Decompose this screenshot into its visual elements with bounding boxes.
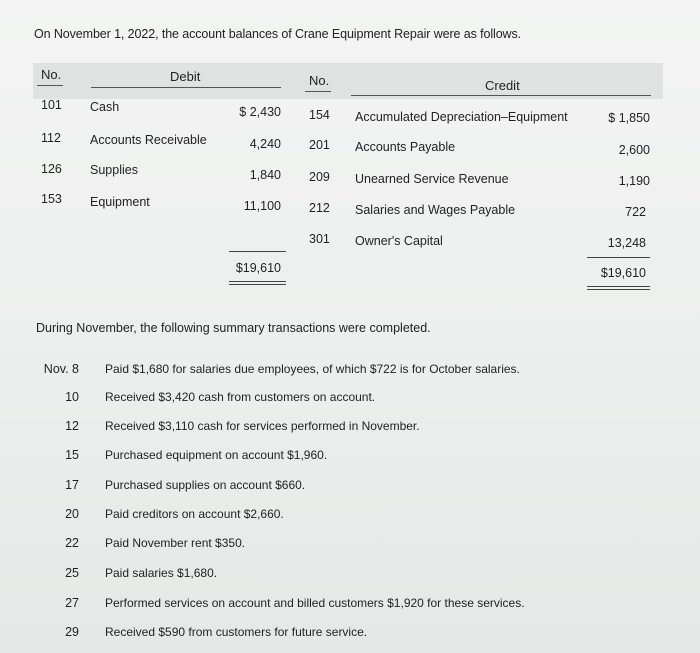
transaction-text: Paid November rent $350. bbox=[105, 536, 246, 550]
account-number: 112 bbox=[41, 131, 61, 145]
account-number: 101 bbox=[41, 98, 62, 112]
account-balances-table bbox=[33, 63, 663, 297]
transaction-text: Received $3,110 cash for services performed in November. bbox=[105, 419, 420, 433]
account-number: 153 bbox=[41, 192, 62, 206]
transaction-text: Received $590 from customers for future service. bbox=[105, 625, 368, 639]
intro-text: On November 1, 2022, the account balances of Crane Equipment Repair were as follows. bbox=[34, 27, 522, 41]
transaction-text: Received $3,420 cash from customers on account. bbox=[105, 390, 376, 404]
account-number: 212 bbox=[309, 201, 330, 215]
amount: 2,600 bbox=[618, 143, 650, 157]
header-underline bbox=[37, 85, 63, 86]
account-name: Accounts Receivable bbox=[90, 133, 207, 147]
amount: 13,248 bbox=[607, 236, 646, 250]
amount: $ 2,430 bbox=[239, 105, 281, 119]
transaction-date: 17 bbox=[65, 478, 79, 492]
transaction-row bbox=[0, 596, 700, 620]
transaction-row bbox=[0, 536, 700, 560]
transaction-date: 27 bbox=[65, 596, 79, 610]
transaction-row bbox=[0, 566, 700, 590]
amount: 1,190 bbox=[618, 174, 650, 188]
transaction-text: Paid salaries $1,680. bbox=[105, 566, 218, 580]
transaction-row bbox=[0, 507, 700, 531]
transaction-row bbox=[0, 362, 700, 386]
transaction-row bbox=[0, 478, 700, 502]
total-rule bbox=[587, 257, 650, 258]
header-underline bbox=[91, 87, 281, 88]
transaction-date: 22 bbox=[65, 536, 79, 550]
total-double-rule bbox=[587, 289, 650, 290]
account-number: 209 bbox=[309, 170, 330, 184]
transaction-row bbox=[0, 448, 700, 472]
account-number: 201 bbox=[309, 138, 330, 152]
account-number: 126 bbox=[41, 162, 62, 176]
transaction-text: Purchased supplies on account $660. bbox=[105, 478, 306, 492]
amount: 4,240 bbox=[249, 137, 281, 151]
account-number: 154 bbox=[309, 108, 330, 122]
account-name: Accumulated Depreciation–Equipment bbox=[355, 110, 568, 124]
header-debit: Debit bbox=[170, 69, 201, 84]
account-name: Cash bbox=[90, 100, 120, 114]
transaction-row bbox=[0, 390, 700, 414]
transaction-date: 25 bbox=[65, 566, 79, 580]
header-credit: Credit bbox=[485, 78, 520, 93]
transaction-date: 29 bbox=[65, 625, 79, 639]
account-name: Owner's Capital bbox=[355, 234, 443, 248]
table-header bbox=[33, 63, 663, 99]
total-double-rule bbox=[587, 286, 650, 287]
transaction-date: Nov. 8 bbox=[43, 362, 79, 376]
header-underline bbox=[351, 95, 651, 96]
transaction-row bbox=[0, 625, 700, 649]
header-no-right: No. bbox=[309, 73, 330, 88]
transaction-date: 10 bbox=[65, 390, 79, 404]
account-name: Equipment bbox=[90, 195, 150, 209]
transaction-row bbox=[0, 419, 700, 443]
account-number: 301 bbox=[309, 232, 330, 246]
account-name: Accounts Payable bbox=[355, 140, 456, 154]
credit-total: $19,610 bbox=[600, 266, 646, 280]
header-underline bbox=[305, 91, 331, 92]
account-name: Unearned Service Revenue bbox=[355, 172, 509, 186]
transaction-date: 12 bbox=[65, 419, 79, 433]
transaction-text: Paid creditors on account $2,660. bbox=[105, 507, 284, 521]
transaction-text: Performed services on account and billed customers $1,920 for these services. bbox=[105, 596, 525, 610]
account-name: Supplies bbox=[90, 163, 138, 177]
total-rule bbox=[229, 251, 286, 252]
header-no-left: No. bbox=[41, 67, 62, 82]
amount: 1,840 bbox=[249, 168, 281, 182]
total-double-rule bbox=[229, 281, 286, 282]
amount: $ 1,850 bbox=[608, 111, 650, 125]
transaction-date: 15 bbox=[65, 448, 79, 462]
transaction-date: 20 bbox=[65, 507, 79, 521]
transaction-text: Purchased equipment on account $1,960. bbox=[105, 448, 328, 462]
account-name: Salaries and Wages Payable bbox=[355, 203, 516, 217]
transaction-text: Paid $1,680 for salaries due employees, of which $722 is for October salaries. bbox=[105, 362, 520, 376]
transactions-intro: During November, the following summary transactions were completed. bbox=[36, 321, 431, 335]
debit-total: $19,610 bbox=[235, 261, 281, 275]
amount: 11,100 bbox=[243, 199, 281, 213]
amount: 722 bbox=[625, 205, 646, 219]
total-double-rule bbox=[229, 284, 286, 285]
